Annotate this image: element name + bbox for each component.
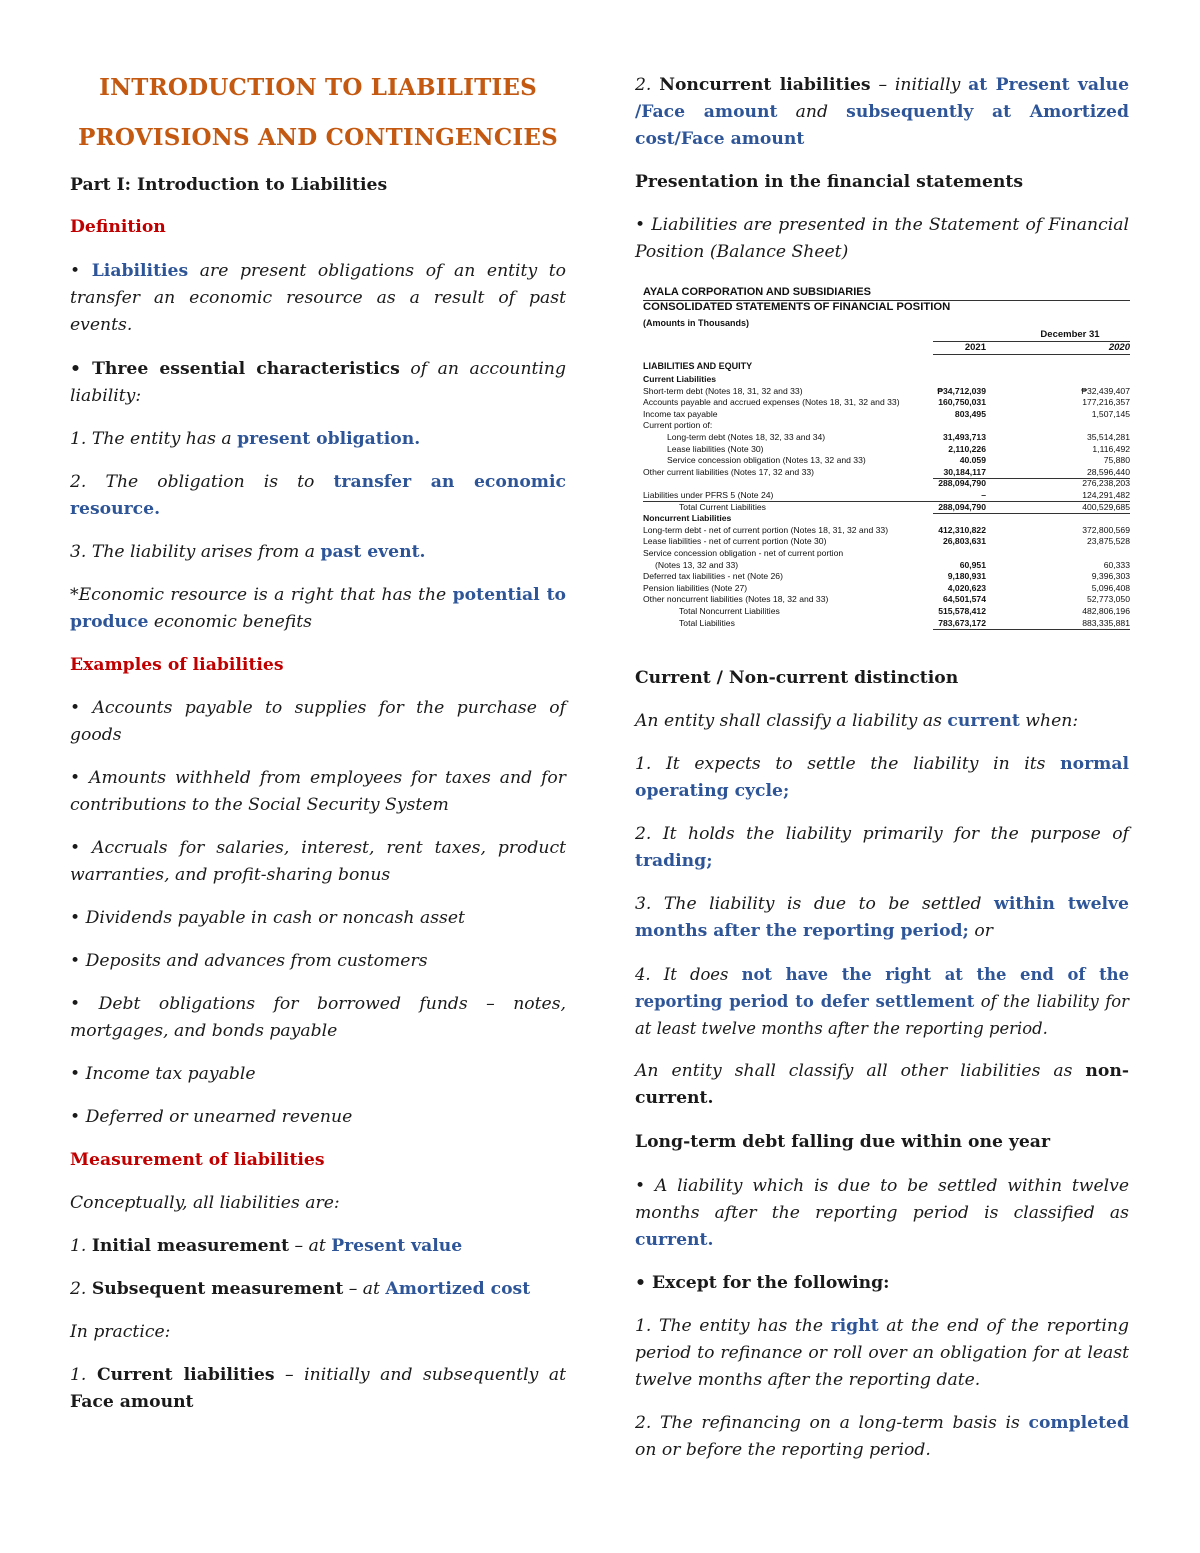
table-row <box>643 490 1130 501</box>
conceptually-text: Conceptually, all liabilities are: <box>70 1193 340 1213</box>
table-row <box>643 583 1130 594</box>
economic-resource-note: *Economic resource is a right that has the potential to produce economic benefits <box>70 585 566 632</box>
table-company-name: AYALA CORPORATION AND SUBSIDIARIES <box>643 286 871 298</box>
table-value-2021: 803,495 <box>954 408 986 419</box>
criterion-1: 1. It expects to settle the liability in its normal operating cycle; <box>635 754 1129 801</box>
table-value-2020: 276,238,203 <box>1082 478 1130 489</box>
example-item: • Dividends payable in cash or noncash asset <box>70 908 465 928</box>
classify-other-text: An entity shall classify all other liabilities as non-current. <box>635 1061 1129 1108</box>
criterion-4: 4. It does not have the right at the end of the reporting period to defer settlement of the liability for at least twelve months after the reporting period. <box>635 965 1129 1038</box>
financial-position-table <box>643 284 1130 644</box>
table-value-2021: 30,184,117 <box>943 466 986 477</box>
table-value-2021: 412,310,822 <box>938 524 986 535</box>
longterm-text: • A liability which is due to be settled within twelve months after the reporting period is classified as current. <box>635 1176 1129 1250</box>
characteristic-3: 3. The liability arises from a past event. <box>70 542 426 562</box>
table-units: (Amounts in Thousands) <box>643 318 749 328</box>
table-year-2: 2020 <box>1108 342 1130 353</box>
except-heading: • Except for the following: <box>635 1273 890 1293</box>
table-value-2020: 482,806,196 <box>1082 606 1130 616</box>
table-value-2021: 288,094,790 <box>938 478 986 489</box>
example-item: • Deposits and advances from customers <box>70 951 428 971</box>
table-value-2020: 124,291,482 <box>1082 490 1130 500</box>
table-value-2021: 9,180,931 <box>947 571 986 582</box>
table-period-header: December 31 <box>1040 329 1100 340</box>
definition-paragraph: • Liabilities are present obligations of an entity to transfer an economic resource as a result of past events. <box>70 261 566 335</box>
characteristic-2: 2. The obligation is to transfer an economic resource. <box>70 472 566 519</box>
table-row-label: Deferred tax liabilities - net (Note 26) <box>643 571 783 582</box>
table-row <box>643 455 1130 466</box>
table-row <box>643 409 1130 420</box>
table-row <box>643 397 1130 408</box>
table-row <box>643 571 1130 582</box>
table-row <box>643 478 1130 489</box>
table-row <box>643 560 1130 571</box>
table-value-2020: 177,216,357 <box>1082 397 1130 408</box>
table-row-label: Total Noncurrent Liabilities <box>679 606 780 616</box>
table-row <box>643 467 1130 478</box>
noncurrent-measurement: 2. Noncurrent liabilities – initially at Present value /Face amount and subsequently at Amortized cost/Face amount <box>635 75 1130 149</box>
table-row <box>643 432 1130 443</box>
table-value-2020: 1,507,145 <box>1091 408 1130 419</box>
classify-current-text: An entity shall classify a liability as current when: <box>635 711 1079 731</box>
table-value-2021: 40.059 <box>959 455 986 466</box>
example-item: • Income tax payable <box>70 1064 256 1084</box>
table-value-2021: 160,750,031 <box>938 397 986 408</box>
part1-heading: Part I: Introduction to Liabilities <box>70 175 388 195</box>
table-row-label: Total Current Liabilities <box>679 501 766 512</box>
characteristic-1: 1. The entity has a present obligation. <box>70 429 421 449</box>
table-value-2021: 2,110,226 <box>948 443 986 454</box>
criterion-3: 3. The liability is due to be settled within twelve months after the reporting period; or <box>635 894 1129 941</box>
table-row <box>643 420 1130 431</box>
table-row <box>643 502 1130 513</box>
table-row-label: Service concession obligation (Notes 13, 32 and 33) <box>667 455 866 466</box>
title-line-1: INTRODUCTION TO LIABILITIES <box>99 74 537 101</box>
table-value-2020: 23,875,528 <box>1086 536 1130 547</box>
table-value-2020: 28,596,440 <box>1086 466 1130 477</box>
table-row-label: Long-term debt - net of current portion (Notes 18, 31, 32 and 33) <box>643 524 889 535</box>
table-value-2020: ₱32,439,407 <box>1081 385 1130 396</box>
table-row <box>643 525 1130 536</box>
table-value-2021: 515,578,412 <box>938 606 986 616</box>
table-row <box>643 536 1130 547</box>
table-rule <box>933 354 1130 355</box>
table-value-2020: 60,333 <box>1103 559 1130 570</box>
table-row <box>643 444 1130 455</box>
table-section-heading: LIABILITIES AND EQUITY <box>643 361 753 371</box>
table-row <box>643 548 1130 559</box>
table-row <box>643 386 1130 397</box>
table-value-2021: 60,951 <box>959 559 986 570</box>
measurement-heading: Measurement of liabilities <box>70 1150 325 1170</box>
table-value-2020: 35,514,281 <box>1086 432 1130 442</box>
table-row-label: Income tax payable <box>643 408 718 419</box>
table-row <box>643 618 1130 629</box>
example-item: • Accruals for salaries, interest, rent taxes, product warranties, and profit-sharing bonus <box>70 838 566 885</box>
exception-1: 1. The entity has the right at the end of the reporting period to refinance or roll over an obligation for at least twelve months after the reporting date. <box>635 1316 1129 1390</box>
table-row-label: Pension liabilities (Note 27) <box>643 582 748 593</box>
criterion-2: 2. It holds the liability primarily for the purpose of trading; <box>635 824 1129 871</box>
table-value-2020: 372,800,569 <box>1082 524 1130 535</box>
longterm-heading: Long-term debt falling due within one year <box>635 1132 1051 1152</box>
table-row-label: Liabilities under PFRS 5 (Note 24) <box>643 490 774 500</box>
table-row-label: Accounts payable and accrued expenses (Notes 18, 31, 32 and 33) <box>643 397 900 408</box>
exception-2: 2. The refinancing on a long-term basis is completed on or before the reporting period. <box>635 1413 1129 1460</box>
table-value-2020: 75,880 <box>1103 455 1130 466</box>
table-value-2020: 1,116,492 <box>1092 443 1130 454</box>
table-row <box>643 374 1130 385</box>
current-liabilities-measurement: 1. Current liabilities – initially and subsequently at Face amount <box>70 1365 566 1412</box>
table-row-label: Lease liabilities - net of current portion (Note 30) <box>643 536 827 547</box>
table-value-2020: 9,396,303 <box>1091 571 1130 582</box>
table-value-2021: ₱34,712,039 <box>937 385 986 396</box>
table-underline <box>643 501 1130 502</box>
table-statement-title: CONSOLIDATED STATEMENTS OF FINANCIAL POSITION <box>643 301 951 313</box>
example-item: • Debt obligations for borrowed funds – notes, mortgages, and bonds payable <box>70 994 566 1041</box>
table-value-2021: 4,020,623 <box>947 582 986 593</box>
table-row-label: (Notes 13, 32 and 33) <box>655 559 739 570</box>
table-value-2021: 64,501,574 <box>942 594 986 605</box>
initial-measurement: 1. Initial measurement – at Present value <box>70 1236 463 1256</box>
liabilities-term: Liabilities <box>91 261 189 281</box>
presentation-text: • Liabilities are presented in the Statement of Financial Position (Balance Sheet) <box>635 215 1129 262</box>
table-underline <box>933 629 1130 630</box>
table-underline <box>933 478 1130 479</box>
table-value-2020: 400,529,685 <box>1082 501 1130 512</box>
example-item: • Accounts payable to supplies for the purchase of goods <box>70 698 566 745</box>
table-row <box>643 606 1130 617</box>
subsequent-measurement: 2. Subsequent measurement – at Amortized cost <box>70 1279 531 1299</box>
example-item: • Amounts withheld from employees for taxes and for contributions to the Social Security System <box>70 768 566 815</box>
table-value-2020: 5,096,408 <box>1091 582 1130 593</box>
table-row-label: Other current liabilities (Notes 17, 32 and 33) <box>643 466 815 477</box>
examples-heading: Examples of liabilities <box>70 655 284 675</box>
title-line-2: PROVISIONS AND CONTINGENCIES <box>78 124 558 151</box>
table-row-label: Current Liabilities <box>643 374 717 384</box>
table-row-label: Noncurrent Liabilities <box>643 513 732 524</box>
example-item: • Deferred or unearned revenue <box>70 1107 353 1127</box>
table-value-2020: 883,335,881 <box>1082 617 1130 628</box>
table-row-label: Total Liabilities <box>679 617 735 628</box>
table-row-label: Long-term debt (Notes 18, 32, 33 and 34) <box>667 432 826 442</box>
table-year-1: 2021 <box>964 342 986 353</box>
table-underline <box>933 513 1130 514</box>
table-row-label: Current portion of: <box>643 420 713 431</box>
table-row-label: Short-term debt (Notes 18, 31, 32 and 33) <box>643 385 803 396</box>
presentation-heading: Presentation in the financial statements <box>635 172 1024 192</box>
in-practice-text: In practice: <box>70 1322 171 1342</box>
distinction-heading: Current / Non-current distinction <box>635 668 959 688</box>
table-row-label: Lease liabilities (Note 30) <box>667 443 764 454</box>
table-value-2021: – <box>981 490 986 500</box>
table-row <box>643 513 1130 524</box>
table-row-label: Other noncurrent liabilities (Notes 18, 32 and 33) <box>643 594 829 605</box>
table-value-2020: 52,773,050 <box>1086 594 1130 605</box>
table-row-label: Service concession obligation - net of current portion <box>643 548 844 558</box>
table-row <box>643 594 1130 605</box>
table-value-2021: 783,673,172 <box>938 617 986 628</box>
table-value-2021: 31,493,713 <box>942 432 986 442</box>
table-value-2021: 288,094,790 <box>938 501 986 512</box>
table-value-2021: 26,803,631 <box>942 536 986 547</box>
definition-heading: Definition <box>70 217 166 237</box>
characteristics-paragraph: • Three essential characteristics of an accounting liability: <box>70 359 566 406</box>
